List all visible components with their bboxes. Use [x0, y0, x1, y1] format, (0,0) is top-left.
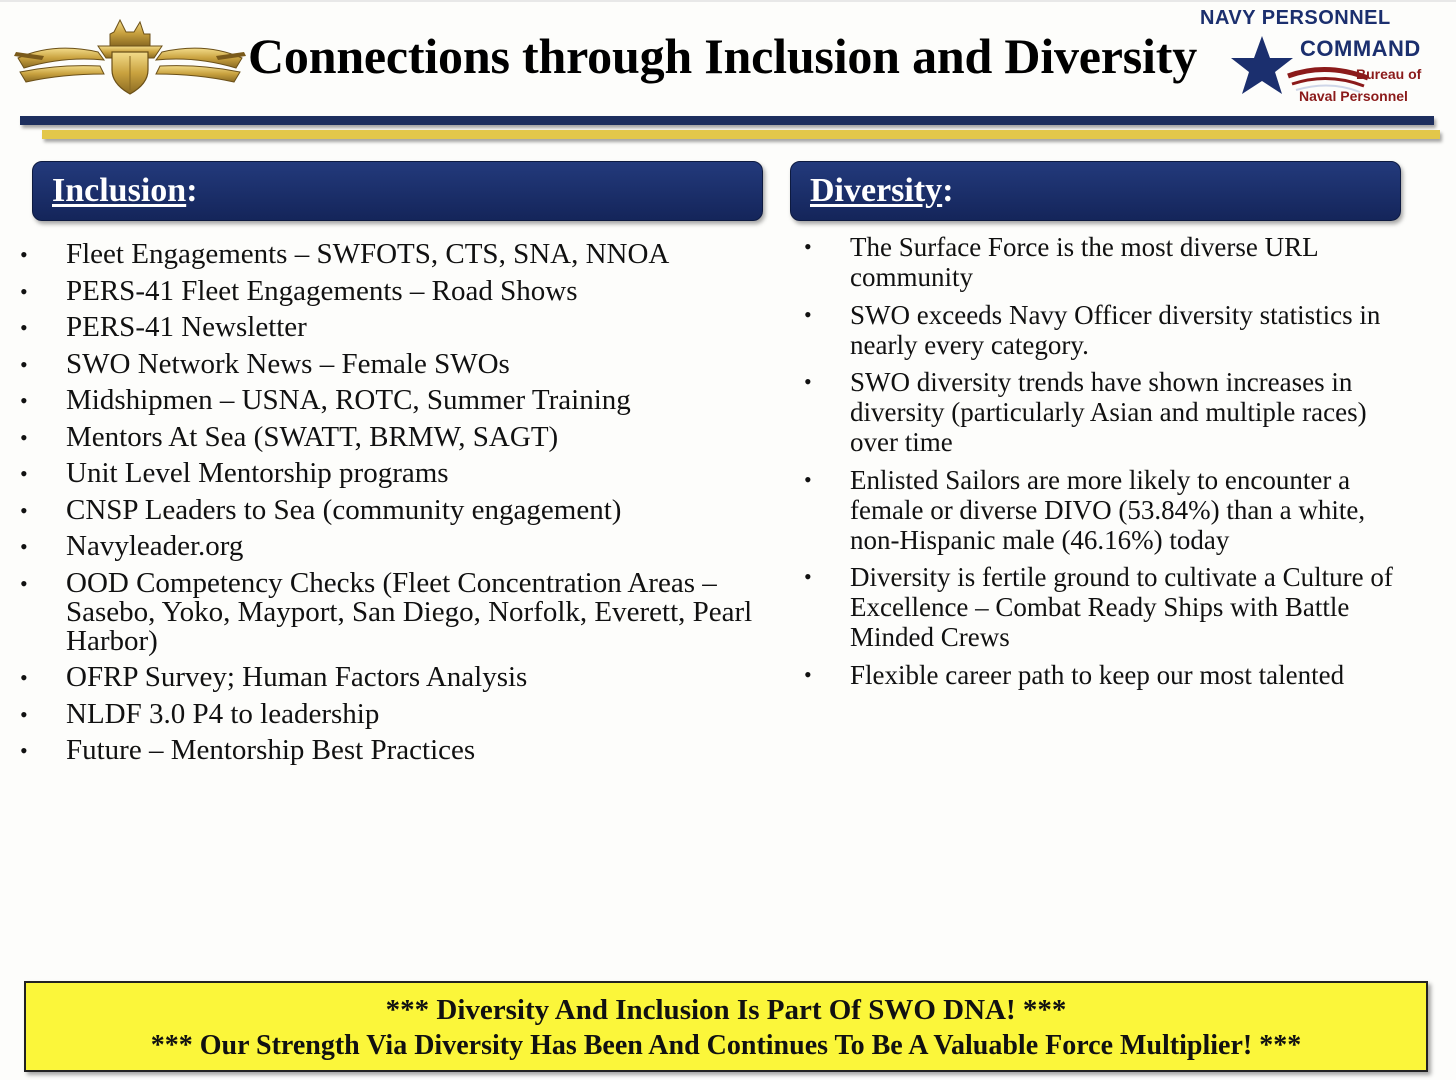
header-rule-gold: [42, 130, 1440, 139]
bullet-icon: •: [20, 278, 28, 304]
inclusion-heading: Inclusion: [52, 172, 187, 209]
bullet-icon: •: [804, 369, 812, 394]
diversity-list: [804, 232, 1410, 697]
list-item: • Fleet Engagements – SWFOTS, CTS, SNA, NNOA: [20, 238, 670, 270]
banner-line-1: *** Diversity And Inclusion Is Part Of SWO DNA! ***: [385, 994, 1067, 1026]
diversity-heading: Diversity: [810, 172, 943, 209]
banner-line-2: *** Our Strength Via Diversity Has Been And Continues To Be A Valuable Force Multiplier! ***: [150, 1030, 1302, 1061]
diversity-header: [790, 161, 1401, 221]
list-item: • Mentors At Sea (SWATT, BRMW, SAGT): [20, 420, 559, 453]
list-item: • PERS-41 Fleet Engagements – Road Shows: [20, 274, 578, 307]
bullet-icon: •: [20, 388, 28, 413]
bullet-icon: •: [20, 701, 28, 727]
inclusion-header: [32, 161, 763, 221]
logo-line-3: Bureau of: [1356, 66, 1422, 82]
bullet-icon: •: [20, 424, 28, 450]
bullet-icon: •: [20, 497, 28, 523]
header-rule-navy: [20, 116, 1434, 125]
list-item: • Midshipmen – USNA, ROTC, Summer Training: [20, 384, 631, 416]
bullet-icon: •: [804, 661, 812, 687]
list-item: • Future – Mentorship Best Practices: [20, 734, 476, 766]
list-item: • SWO diversity trends have shown increases in diversity (particularly Asian and multiple races) over time: [804, 367, 1367, 457]
logo-line-4: Naval Personnel: [1299, 88, 1408, 104]
list-item: • Navyleader.org: [20, 530, 244, 562]
list-item: • OOD Competency Checks (Fleet Concentration Areas – Sasebo, Yoko, Mayport, San Diego, Norfolk, Everett, Pearl Harbor): [20, 566, 753, 657]
list-item: • The Surface Force is the most diverse URL community: [804, 232, 1318, 292]
bullet-icon: •: [20, 351, 28, 377]
top-border: [0, 0, 1456, 2]
list-item: • PERS-41 Newsletter: [20, 311, 307, 343]
diversity-heading-colon: :: [942, 172, 954, 209]
bullet-icon: •: [20, 461, 28, 486]
inclusion-heading-colon: :: [186, 172, 198, 209]
list-item: • SWO exceeds Navy Officer diversity statistics in nearly every category.: [804, 299, 1381, 360]
list-item: • CNSP Leaders to Sea (community engagement): [20, 493, 622, 526]
logo-line-2: COMMAND: [1300, 36, 1421, 61]
bullet-icon: •: [20, 665, 28, 690]
page-title: Connections through Inclusion and Diversity: [248, 28, 1197, 84]
star-icon: [1231, 36, 1293, 94]
bullet-icon: •: [20, 534, 28, 559]
list-item: • Diversity is fertile ground to cultivate a Culture of Excellence – Combat Ready Ships with Battle Minded Crews: [804, 562, 1393, 652]
bullet-icon: •: [20, 315, 28, 340]
footer-banner: [24, 981, 1428, 1072]
bullet-icon: •: [20, 738, 28, 763]
inclusion-list: [20, 238, 756, 773]
bullet-icon: •: [804, 466, 812, 492]
bullet-icon: •: [804, 234, 812, 259]
surface-warfare-insignia-icon: [14, 12, 246, 98]
list-item: • Unit Level Mentorship programs: [20, 457, 449, 489]
list-item: • Flexible career path to keep our most talented: [804, 659, 1345, 690]
list-item: • OFRP Survey; Human Factors Analysis: [20, 661, 528, 693]
list-item: • Enlisted Sailors are more likely to encounter a female or diverse DIVO (53.84%) than a white, non-Hispanic male (46.16%) today: [804, 464, 1366, 555]
bullet-icon: •: [20, 570, 28, 596]
bullet-icon: •: [804, 301, 812, 327]
bullet-icon: •: [804, 564, 812, 589]
list-item: • SWO Network News – Female SWOs: [20, 347, 510, 380]
list-item: • NLDF 3.0 P4 to leadership: [20, 697, 380, 730]
bullet-icon: •: [20, 242, 28, 267]
logo-line-1: NAVY PERSONNEL: [1200, 7, 1391, 29]
